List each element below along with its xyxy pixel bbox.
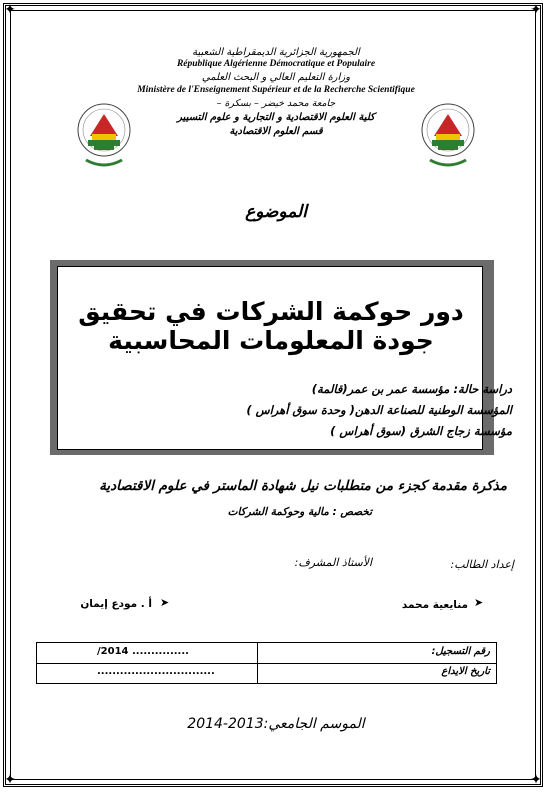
deposit-date-value: ............................... bbox=[97, 666, 215, 677]
supervisor-label: الأستاذ المشرف: bbox=[294, 556, 372, 569]
thesis-title: دور حوكمة الشركات في تحقيق جودة المعلومات المحاسبية bbox=[78, 297, 464, 355]
arrowhead-bullet-icon: ➤ bbox=[474, 596, 484, 609]
case-study-line: المؤسسة الوطنية للصناعة الدهن( وحدة سوق أهراس ) bbox=[246, 403, 512, 417]
faculty-name: كلية العلوم الاقتصادية و التجارية و علوم التسيير bbox=[177, 112, 375, 123]
topic-heading: الموضوع bbox=[245, 202, 307, 222]
deposit-row bbox=[37, 663, 496, 683]
registration-table bbox=[36, 642, 497, 684]
ministry-name-french: Ministère de l'Enseignement Supérieur et de la Recherche Scientifique bbox=[137, 85, 415, 95]
corner-ornament-icon: ✦ bbox=[4, 2, 16, 18]
academic-year: الموسم الجامعي:2013-2014 bbox=[187, 716, 365, 732]
university-name: جامعة محمد خيضر – بسكرة – bbox=[216, 98, 336, 109]
corner-ornament-icon: ✦ bbox=[530, 2, 542, 18]
republic-name-arabic: الجمهورية الجزائرية الديمقراطية الشعبية bbox=[192, 47, 360, 58]
supervisor-name: أ . مودع إيمان bbox=[80, 598, 152, 610]
arrowhead-bullet-icon: ➤ bbox=[160, 596, 170, 609]
case-study-line: مؤسسة زجاج الشرق (سوق أهراس ) bbox=[330, 424, 512, 438]
ministry-name-arabic: وزارة التعليم العالي و البحث العلمي bbox=[201, 72, 351, 83]
corner-ornament-icon: ✦ bbox=[530, 772, 542, 788]
corner-ornament-icon: ✦ bbox=[4, 772, 16, 788]
thesis-statement: مذكرة مقدمة كجزء من متطلبات نيل شهادة الماستر في علوم الاقتصادية bbox=[99, 478, 507, 494]
registration-number-label: رقم التسجيل: bbox=[431, 646, 490, 657]
case-study-line: دراسة حالة: مؤسسة عمر بن عمر(قالمة) bbox=[311, 382, 512, 396]
registration-number-value: /2014 ............... bbox=[97, 646, 189, 657]
republic-name-french: République Algérienne Démocratique et Populaire bbox=[176, 59, 376, 69]
department-name: قسم العلوم الاقتصادية bbox=[229, 126, 323, 137]
registration-row bbox=[37, 643, 496, 664]
deposit-date-label: تاريخ الايداع bbox=[441, 666, 490, 677]
specialization: تخصص : مالية وحوكمة الشركات bbox=[227, 506, 372, 518]
title-box bbox=[57, 266, 483, 450]
student-name: منايعية محمد bbox=[401, 599, 468, 611]
student-label: إعداد الطالب: bbox=[450, 558, 514, 571]
